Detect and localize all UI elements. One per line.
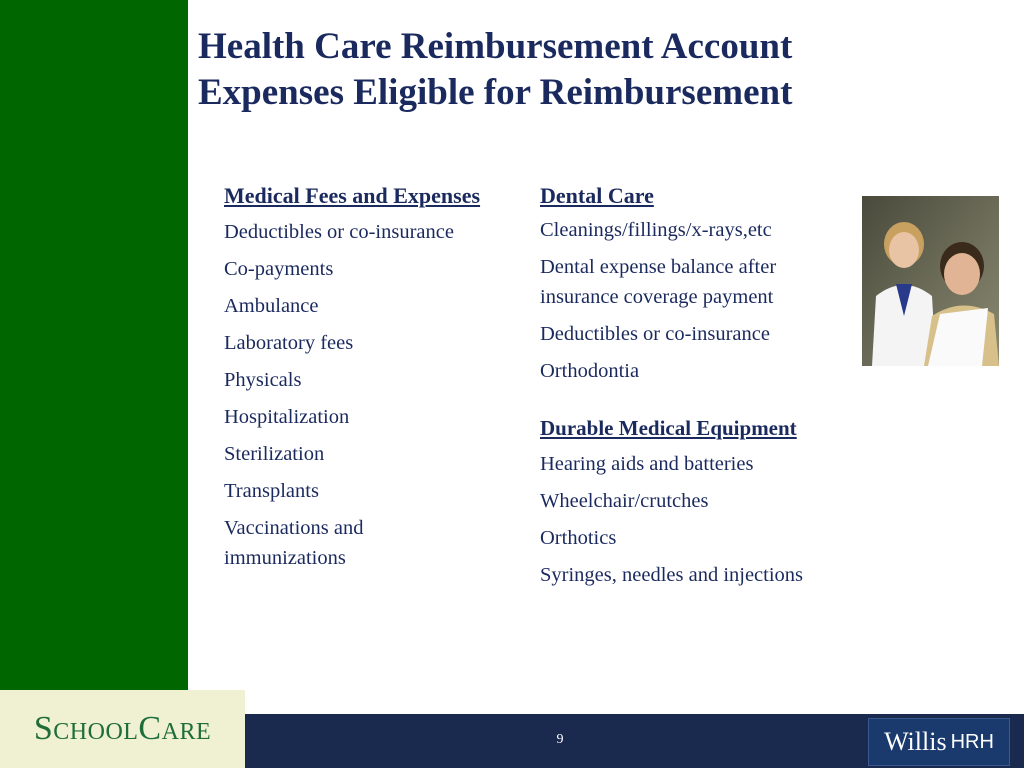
medical-fees-heading: Medical Fees and Expenses xyxy=(224,183,481,208)
willis-logo-text: Willis xyxy=(884,727,947,756)
list-item: Dental expense balance after insurance coverage payment xyxy=(540,256,777,308)
list-item: Transplants xyxy=(224,480,319,502)
list-item: Wheelchair/crutches xyxy=(540,490,709,512)
list-item: Vaccinations and immunizations xyxy=(224,517,364,569)
page-number: 9 xyxy=(556,732,564,747)
list-item: Laboratory fees xyxy=(224,332,354,354)
list-item: Sterilization xyxy=(224,443,325,465)
list-item: Hospitalization xyxy=(224,406,350,428)
title-line-2: Expenses Eligible for Reimbursement xyxy=(198,72,793,113)
list-item: Deductibles or co-insurance xyxy=(224,221,454,243)
list-item: Orthodontia xyxy=(540,360,640,382)
list-item: Ambulance xyxy=(224,295,319,317)
medical-fees-column xyxy=(224,178,520,580)
list-item: Deductibles or co-insurance xyxy=(540,323,770,345)
durable-equipment-heading: Durable Medical Equipment xyxy=(540,416,797,440)
schoolcare-logo-text: SchoolCare xyxy=(33,710,212,747)
slide-title xyxy=(198,24,998,116)
dental-care-heading: Dental Care xyxy=(540,183,654,208)
schoolcare-logo xyxy=(0,690,245,768)
hrh-logo-text: HRH xyxy=(950,730,994,753)
list-item: Physicals xyxy=(224,369,302,391)
list-item: Hearing aids and batteries xyxy=(540,453,754,475)
title-line-1: Health Care Reimbursement Account xyxy=(198,26,793,67)
list-item: Orthotics xyxy=(540,527,617,549)
willis-hrh-logo xyxy=(868,718,1010,766)
list-item: Cleanings/fillings/x-rays,etc xyxy=(540,219,772,241)
dental-and-equipment-column xyxy=(540,178,860,597)
left-accent-bar xyxy=(0,0,188,690)
list-item: Co-payments xyxy=(224,258,334,280)
list-item: Syringes, needles and injections xyxy=(540,564,804,586)
dentist-with-patient-photo xyxy=(862,196,999,366)
